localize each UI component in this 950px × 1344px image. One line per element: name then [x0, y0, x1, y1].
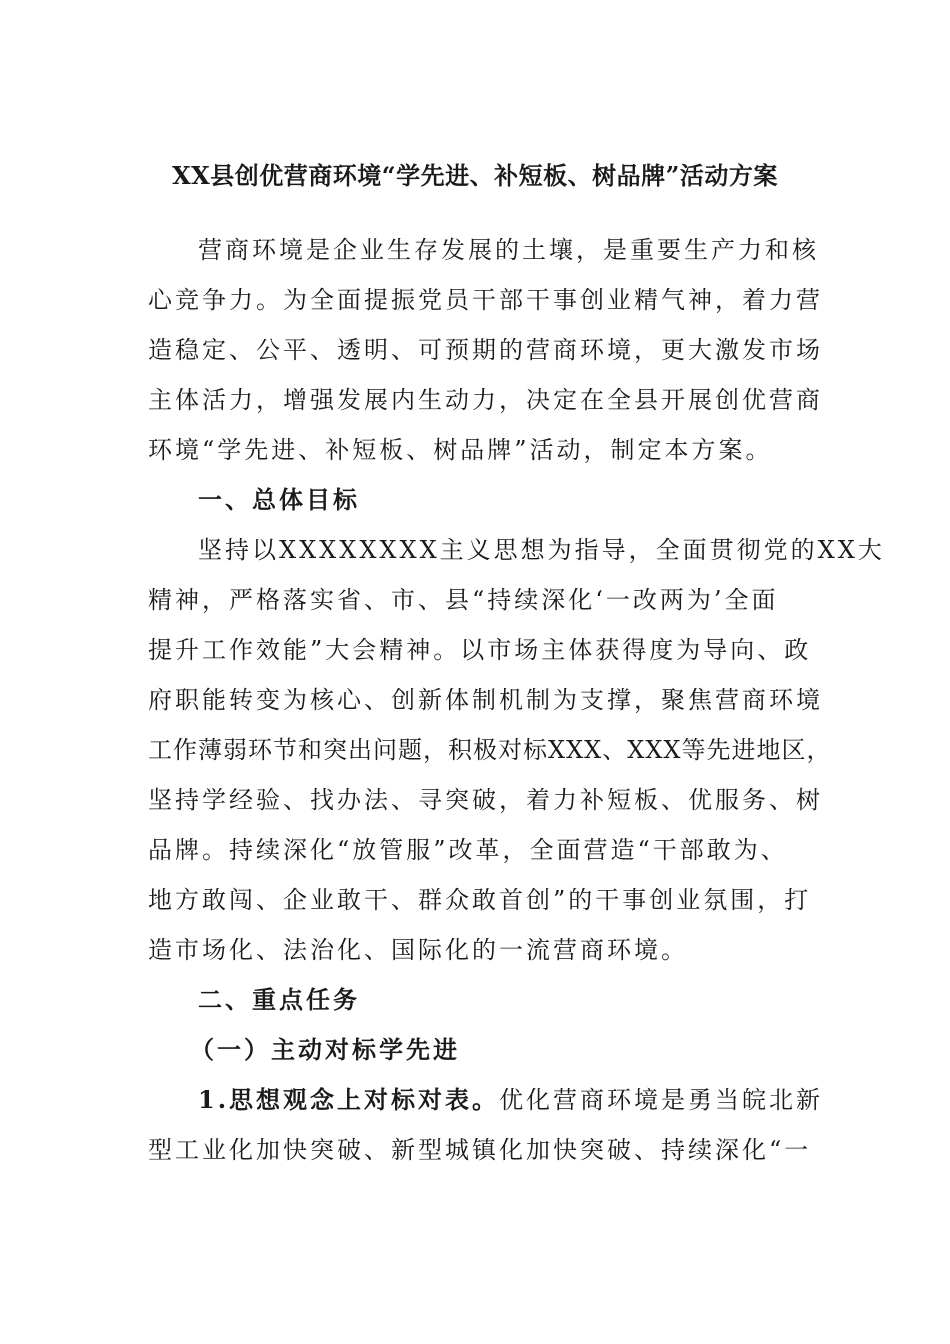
intro-line-2: 心竞争力。为全面提振党员干部干事创业精气神，着力营 — [148, 286, 823, 314]
section-1-heading: 一、总体目标 — [198, 485, 360, 514]
intro-line-5: 环境“学先进、补短板、树品牌”活动，制定本方案。 — [148, 436, 773, 464]
section-1-line-4: 府职能转变为核心、创新体制机制为支撑，聚焦营商环境 — [148, 686, 823, 714]
item-1-text: 优化营商环境是勇当皖北新 — [499, 1086, 824, 1114]
intro-line-1: 营商环境是企业生存发展的土壤，是重要生产力和核 — [198, 236, 819, 264]
section-1-line-6: 坚持学经验、找办法、寻突破，着力补短板、优服务、树 — [148, 786, 823, 814]
section-1-line-7: 品牌。持续深化“放管服”改革，全面营造“干部敢为、 — [148, 836, 788, 864]
section-1-line-3: 提升工作效能”大会精神。以市场主体获得度为导向、政 — [148, 636, 812, 664]
section-1-line-8: 地方敢闯、企业敢干、群众敢首创”的干事创业氛围，打 — [148, 886, 812, 914]
section-1-line-1: 坚持以XXXXXXXX主义思想为指导，全面贯彻党的XX大 — [198, 536, 885, 564]
item-1-lead: 1.思想观念上对标对表。 — [198, 1085, 500, 1114]
section-2-heading: 二、重点任务 — [198, 985, 360, 1014]
intro-line-4: 主体活力，增强发展内生动力，决定在全县开展创优营商 — [148, 386, 823, 414]
document-title: XX县创优营商环境“学先进、补短板、树品牌”活动方案 — [172, 161, 778, 190]
section-1-line-5: 工作薄弱环节和突出问题，积极对标XXX、XXX等先进地区， — [148, 736, 832, 764]
intro-line-3: 造稳定、公平、透明、可预期的营商环境，更大激发市场 — [148, 336, 823, 364]
item-1-line-2: 型工业化加快突破、新型城镇化加快突破、持续深化“一 — [148, 1136, 812, 1164]
item-1-line-1 — [198, 1082, 824, 1118]
section-1-line-2: 精神，严格落实省、市、县“持续深化‘一改两为’全面 — [148, 586, 779, 614]
section-2-subheading: （一）主动对标学先进 — [190, 1035, 460, 1064]
section-1-line-9: 造市场化、法治化、国际化的一流营商环境。 — [148, 936, 688, 964]
